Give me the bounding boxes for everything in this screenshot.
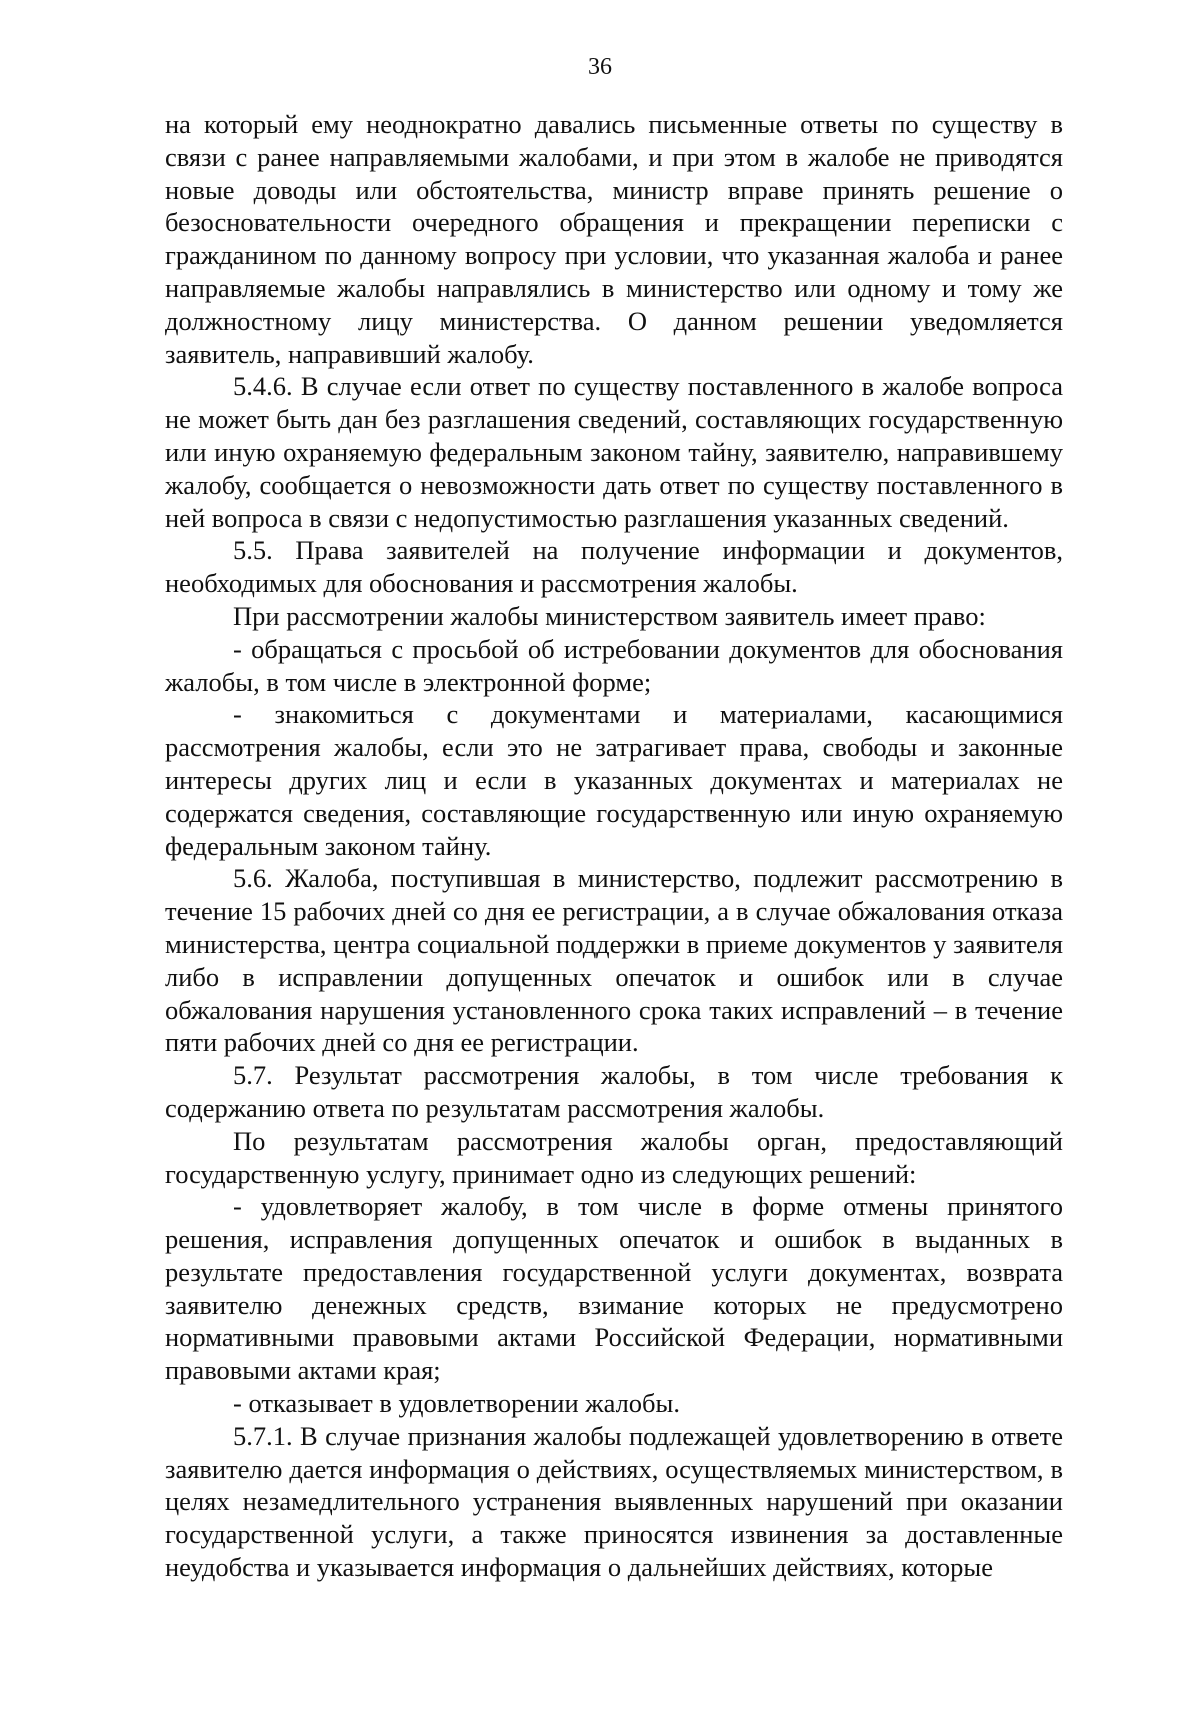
paragraph-decisions-intro: По результатам рассмотрения жалобы орган, предоставляющий государственную услугу, принимает одно из следующих решений: bbox=[165, 1125, 1063, 1189]
paragraph-5-5: 5.5. Права заявителей на получение информации и документов, необходимых для обоснования и рассмотрения жалобы. bbox=[165, 535, 1063, 599]
list-item-refuse-complaint: - отказывает в удовлетворении жалобы. bbox=[233, 1388, 680, 1419]
paragraph-5-6: 5.6. Жалоба, поступившая в министерство, подлежит рассмотрению в течение 15 рабочих дней со дня ее регистрации, а в случае обжалования отказа министерства, центра социальной поддержки в приеме документов у заявителя либо в исправлении допущенных опечаток и ошибок или в случае обжалования нарушения установленного срока таких исправлений – в течение пяти рабочих дней со дня ее регистрации. bbox=[165, 863, 1063, 1058]
paragraph-5-4-6: 5.4.6. В случае если ответ по существу поставленного в жалобе вопроса не может быть дан без разглашения сведений, составляющих государственную или иную охраняемую федеральным законом тайну, заявителю, направившему жалобу, сообщается о невозможности дать ответ по существу поставленного в ней вопроса в связи с недопустимостью разглашения указанных сведений. bbox=[165, 371, 1063, 533]
list-item-satisfy-complaint: - удовлетворяет жалобу, в том числе в форме отмены принятого решения, исправления допущенных опечаток и ошибок в выданных в результате предоставления государственной услуги документах, возврата заявителю денежных средств, взимание которых не предусмотрено нормативными правовыми актами Российской Федерации, нормативными правовыми актами края; bbox=[165, 1191, 1063, 1386]
list-item-request-documents: - обращаться с просьбой об истребовании документов для обоснования жалобы, в том числе в электронной форме; bbox=[165, 633, 1063, 697]
paragraph-5-7: 5.7. Результат рассмотрения жалобы, в том числе требования к содержанию ответа по результатам рассмотрения жалобы. bbox=[165, 1060, 1063, 1123]
document-body bbox=[165, 108, 1063, 1584]
paragraph-continuation: на который ему неоднократно давались письменные ответы по существу в связи с ранее направляемыми жалобами, и при этом в жалобе не приводятся новые доводы или обстоятельства, министр вправе принять решение о безосновательности очередного обращения и прекращении переписки с гражданином по данному вопросу при условии, что указанная жалоба и ранее направляемые жалобы направлялись в министерство или одному и тому же должностному лицу министерства. О данном решении уведомляется заявитель, направивший жалобу. bbox=[165, 109, 1063, 369]
page-number: 36 bbox=[588, 54, 612, 80]
list-item-review-materials: - знакомиться с документами и материалами, касающимися рассмотрения жалобы, если это не затрагивает права, свободы и законные интересы других лиц и если в указанных документах и материалах не содержатся сведения, составляющие государственную или иную охраняемую федеральным законом тайну. bbox=[165, 699, 1063, 861]
paragraph-5-7-1: 5.7.1. В случае признания жалобы подлежащей удовлетворению в ответе заявителю дается информация о действиях, осуществляемых министерством, в целях незамедлительного устранения выявленных нарушений при оказании государственной услуги, а также приносятся извинения за доставленные неудобства и указывается информация о дальнейших действиях, которые bbox=[165, 1420, 1063, 1583]
paragraph-rights-intro: При рассмотрении жалобы министерством заявитель имеет право: bbox=[233, 600, 986, 631]
